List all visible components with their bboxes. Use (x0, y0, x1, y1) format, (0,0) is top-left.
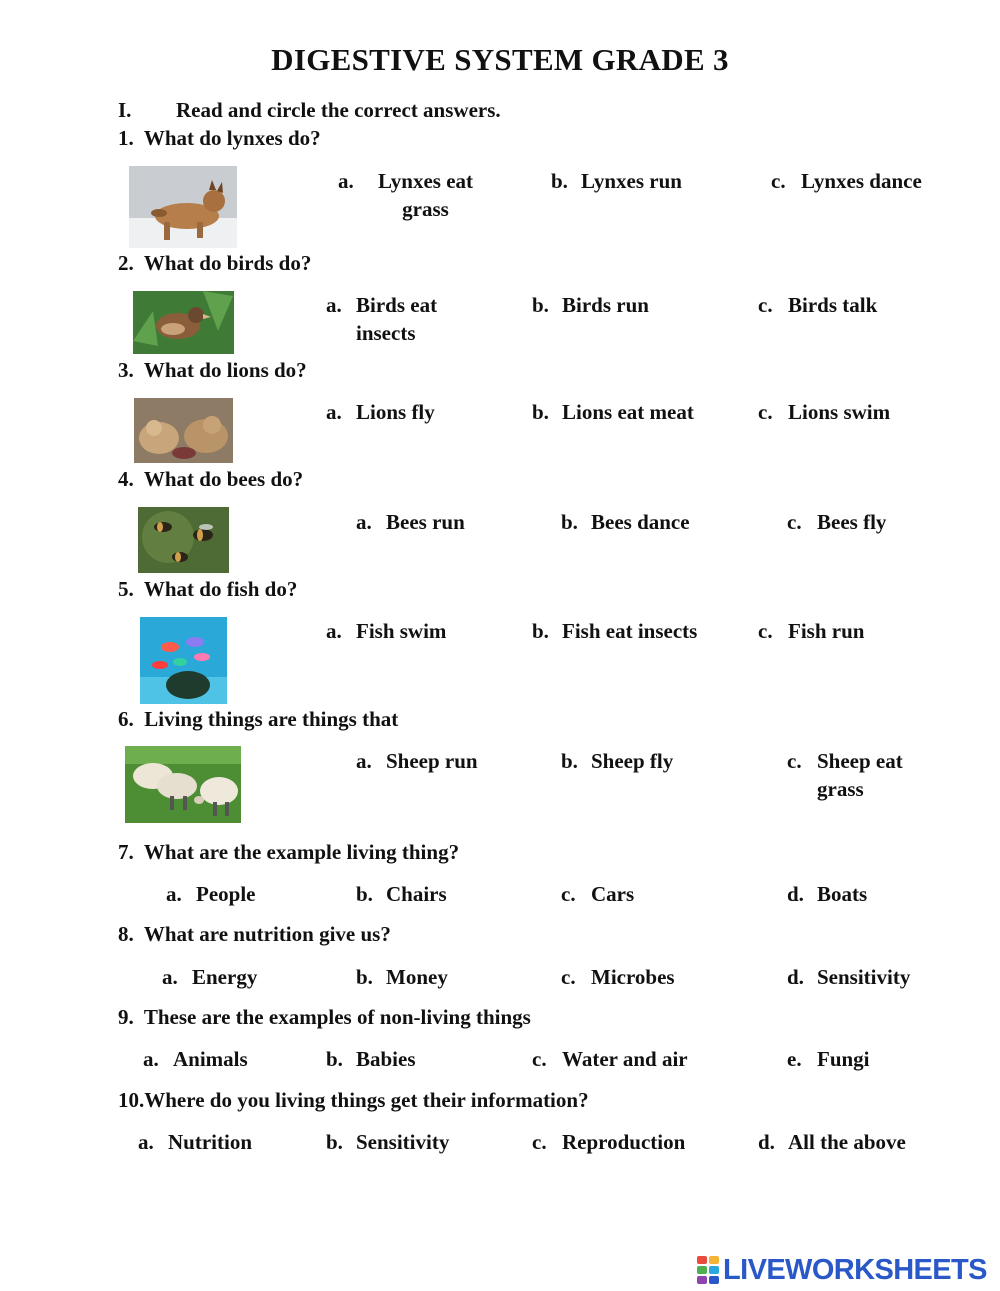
question-4: 4. What do bees do? (118, 467, 304, 491)
question-6: 6. Living things are things that (118, 707, 399, 731)
option-10d[interactable]: d. All the above (758, 1130, 906, 1154)
option-8a[interactable]: a. Energy (162, 965, 258, 989)
option-4c[interactable]: c. Bees fly (787, 510, 887, 534)
option-5a[interactable]: a. Fish swim (326, 619, 447, 643)
section-number: I. (118, 98, 132, 122)
option-1a[interactable]: a. Lynxes eat grass (338, 169, 474, 221)
option-8c[interactable]: c. Microbes (561, 965, 675, 989)
option-3c[interactable]: c. Lions swim (758, 400, 891, 424)
question-1: 1. What do lynxes do? (118, 126, 321, 150)
option-8b[interactable]: b. Money (356, 965, 448, 989)
option-6c[interactable]: c. Sheep eat grass (787, 749, 903, 801)
worksheet-title: DIGESTIVE SYSTEM GRADE 3 (271, 42, 729, 77)
fish-image (140, 617, 227, 704)
option-5c[interactable]: c. Fish run (758, 619, 865, 643)
option-1b[interactable]: b. Lynxes run (551, 169, 682, 193)
option-10c[interactable]: c. Reproduction (532, 1130, 686, 1154)
brand-name: LIVEWORKSHEETS (723, 1253, 987, 1286)
sheep-image (125, 746, 241, 823)
section-instruction: Read and circle the correct answers. (176, 98, 501, 122)
option-4b[interactable]: b. Bees dance (561, 510, 690, 534)
option-8d[interactable]: d. Sensitivity (787, 965, 911, 989)
option-9b[interactable]: b. Babies (326, 1047, 416, 1071)
option-10a[interactable]: a. Nutrition (138, 1130, 252, 1154)
option-3b[interactable]: b. Lions eat meat (532, 400, 694, 424)
option-6a[interactable]: a. Sheep run (356, 749, 478, 773)
question-8: 8. What are nutrition give us? (118, 922, 391, 946)
question-5: 5. What do fish do? (118, 577, 298, 601)
option-4a[interactable]: a. Bees run (356, 510, 465, 534)
option-7c[interactable]: c. Cars (561, 882, 635, 906)
option-2a[interactable]: a. Birds eat insects (326, 293, 438, 345)
question-7: 7. What are the example living thing? (118, 840, 460, 864)
bird-image (133, 291, 234, 354)
liveworksheets-mark-icon (697, 1256, 719, 1284)
lions-image (134, 398, 233, 463)
option-9c[interactable]: c. Water and air (532, 1047, 688, 1071)
question-3: 3. What do lions do? (118, 358, 307, 382)
option-9a[interactable]: a. Animals (143, 1047, 248, 1071)
option-7a[interactable]: a. People (166, 882, 256, 906)
option-7d[interactable]: d. Boats (787, 882, 868, 906)
option-1c[interactable]: c. Lynxes dance (771, 169, 922, 193)
lynx-image (129, 166, 237, 248)
option-9e[interactable]: e. Fungi (787, 1047, 870, 1071)
option-2c[interactable]: c. Birds talk (758, 293, 878, 317)
option-3a[interactable]: a. Lions fly (326, 400, 435, 424)
question-2: 2. What do birds do? (118, 251, 312, 275)
question-10: 10.Where do you living things get their information? (118, 1088, 589, 1112)
liveworksheets-logo[interactable] (697, 1252, 987, 1288)
option-10b[interactable]: b. Sensitivity (326, 1130, 450, 1154)
question-9: 9. These are the examples of non-living things (118, 1005, 531, 1029)
option-2b[interactable]: b. Birds run (532, 293, 649, 317)
option-5b[interactable]: b. Fish eat insects (532, 619, 698, 643)
option-7b[interactable]: b. Chairs (356, 882, 447, 906)
option-6b[interactable]: b. Sheep fly (561, 749, 674, 773)
bees-image (138, 507, 229, 573)
